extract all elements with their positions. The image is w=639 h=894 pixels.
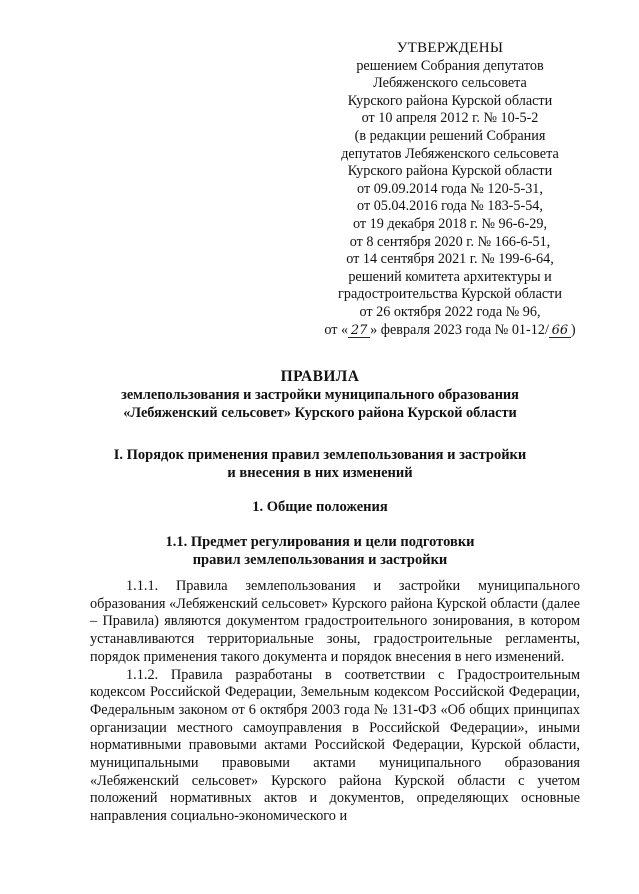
part-heading-line: I. Порядок применения правил землепользования и застройки xyxy=(113,447,527,463)
approval-line: (в редакции решений Собрания xyxy=(354,127,546,144)
section-heading xyxy=(60,533,580,569)
approval-line: от 26 октября 2022 года № 96, xyxy=(359,303,541,320)
approval-line: от 09.09.2014 года № 120-5-31, xyxy=(357,180,543,197)
approval-line: от 05.04.2016 года № 183-5-54, xyxy=(357,198,543,215)
chapter-heading xyxy=(60,498,580,516)
handwritten-day: 27 xyxy=(348,322,370,340)
document-title: ПРАВИЛА xyxy=(280,368,360,385)
approval-heading: УТВЕРЖДЕНЫ xyxy=(396,40,504,56)
section-heading-line: правил землепользования и застройки xyxy=(192,552,448,568)
approval-line: Лебяженского сельсовета xyxy=(373,75,527,92)
approval-line: депутатов Лебяженского сельсовета xyxy=(341,145,559,162)
approval-line: от 8 сентября 2020 г. № 166-6-51, xyxy=(349,233,551,250)
approval-line: решением Собрания депутатов xyxy=(356,57,544,74)
part-heading-line: и внесения в них изменений xyxy=(227,465,413,481)
document-subtitle: «Лебяженский сельсовет» Курского района Курской области xyxy=(123,405,517,421)
approval-line: от 14 сентября 2021 г. № 199-6-64, xyxy=(346,251,554,268)
section-heading-line: 1.1. Предмет регулирования и цели подготовки xyxy=(165,534,475,550)
approval-last-line xyxy=(300,322,600,340)
approval-line: решений комитета архитектуры и xyxy=(348,268,552,285)
approval-line: Курского района Курской области xyxy=(347,163,553,180)
body-text xyxy=(90,578,580,826)
part-heading xyxy=(60,446,580,482)
handwritten-number: 66 xyxy=(549,322,571,340)
document-title-block xyxy=(80,368,560,422)
paragraph-1-1-2: 1.1.2. Правила разработаны в соответствии с Градостроительным кодексом Российской Федерации, Земельным кодексом Российской Федерации, Федеральным законом от 6 октября 2003 года № 131-ФЗ «Об общих принципах организации местного самоуправления в Российской Федерации», иными нормативными правовыми актами Российской Федерации, Курской области, муниципальными правовыми актами муниципального образования «Лебяженский сельсовет» Курского района Курской области с учетом положений нормативных актов и документов, определяющих основные направления социально-экономического и xyxy=(90,666,580,825)
approval-line: Курского района Курской области xyxy=(347,92,553,109)
approval-stamp xyxy=(300,40,600,339)
approval-line: от 19 декабря 2018 г. № 96-6-29, xyxy=(352,215,548,232)
date-prefix: от « xyxy=(324,321,349,338)
approval-line: от 10 апреля 2012 г. № 10-5-2 xyxy=(361,110,539,127)
chapter-title: 1. Общие положения xyxy=(252,499,388,515)
document-subtitle: землепользования и застройки муниципального образования xyxy=(121,387,519,403)
closing-paren: ) xyxy=(570,321,576,338)
date-middle: » февраля 2023 года № 01-12/ xyxy=(370,321,549,338)
approval-line: градостроительства Курской области xyxy=(338,286,562,303)
paragraph-1-1-1: 1.1.1. Правила землепользования и застройки муниципального образования «Лебяженский сельсовет» Курского района Курской области (далее – Правила) являются документом градостроительного зонирования, в котором устанавливаются территориальные зоны, градостроительные регламенты, порядок применения такого документа и порядок внесения в него изменений. xyxy=(90,578,580,665)
